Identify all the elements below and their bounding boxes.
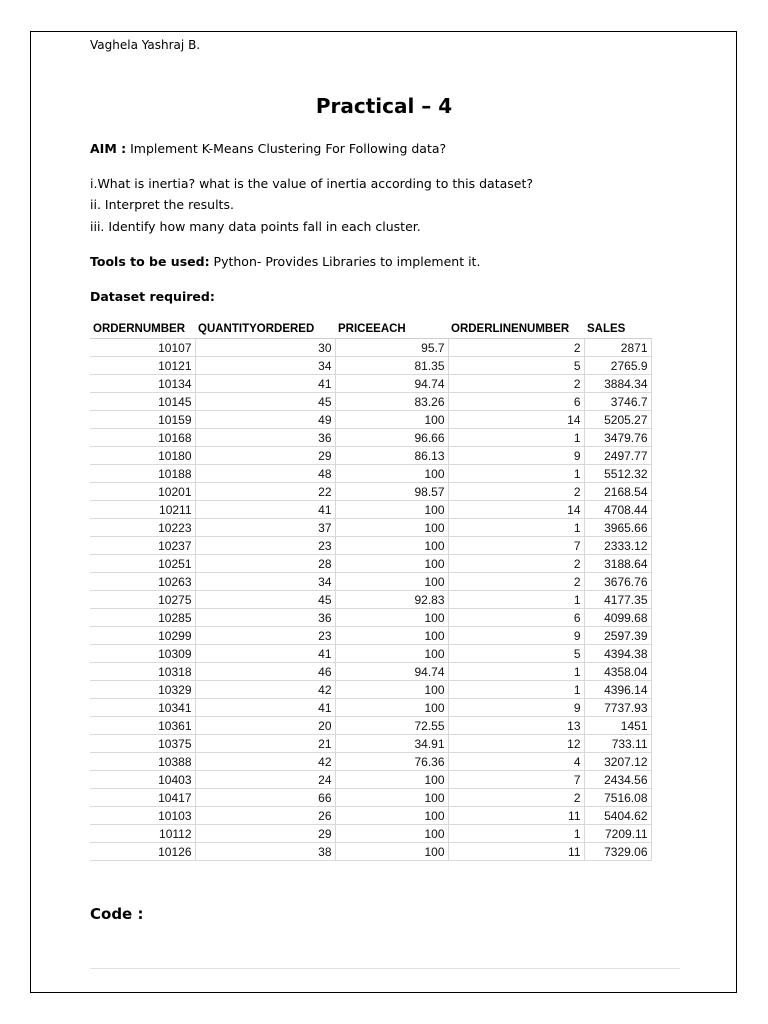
table-cell: 10341 bbox=[90, 699, 195, 717]
table-cell: 7329.06 bbox=[584, 843, 651, 861]
table-cell: 46 bbox=[195, 663, 335, 681]
table-cell: 83.26 bbox=[335, 393, 448, 411]
table-cell: 9 bbox=[448, 627, 584, 645]
table-cell: 7 bbox=[448, 537, 584, 555]
table-cell: 2597.39 bbox=[584, 627, 651, 645]
table-cell: 81.35 bbox=[335, 357, 448, 375]
table-cell: 100 bbox=[335, 699, 448, 717]
table-row bbox=[90, 573, 651, 591]
table-body bbox=[90, 339, 651, 861]
table-cell: 94.74 bbox=[335, 663, 448, 681]
table-row bbox=[90, 501, 651, 519]
table-row bbox=[90, 717, 651, 735]
table-cell: 86.13 bbox=[335, 447, 448, 465]
table-cell: 733.11 bbox=[584, 735, 651, 753]
table-cell: 100 bbox=[335, 681, 448, 699]
table-cell: 10121 bbox=[90, 357, 195, 375]
table-row bbox=[90, 753, 651, 771]
table-cell: 10237 bbox=[90, 537, 195, 555]
table-cell: 10107 bbox=[90, 339, 195, 357]
table-cell: 3207.12 bbox=[584, 753, 651, 771]
table-cell: 2 bbox=[448, 573, 584, 591]
table-cell: 100 bbox=[335, 807, 448, 825]
table-cell: 37 bbox=[195, 519, 335, 537]
table-cell: 20 bbox=[195, 717, 335, 735]
table-cell: 6 bbox=[448, 609, 584, 627]
table-cell: 2 bbox=[448, 555, 584, 573]
table-cell: 1 bbox=[448, 825, 584, 843]
table-cell: 100 bbox=[335, 609, 448, 627]
question-3: iii. Identify how many data points fall in each cluster. bbox=[90, 219, 421, 234]
table-cell: 21 bbox=[195, 735, 335, 753]
table-cell: 10223 bbox=[90, 519, 195, 537]
table-cell: 10299 bbox=[90, 627, 195, 645]
table-cell: 28 bbox=[195, 555, 335, 573]
table-cell: 3965.66 bbox=[584, 519, 651, 537]
table-cell: 7737.93 bbox=[584, 699, 651, 717]
author-name: Vaghela Yashraj B. bbox=[90, 38, 201, 52]
table-row bbox=[90, 357, 651, 375]
footer-divider bbox=[90, 968, 680, 969]
table-cell: 3746.7 bbox=[584, 393, 651, 411]
table-cell: 1 bbox=[448, 663, 584, 681]
table-row bbox=[90, 483, 651, 501]
table-cell: 2333.12 bbox=[584, 537, 651, 555]
table-cell: 42 bbox=[195, 681, 335, 699]
table-row bbox=[90, 555, 651, 573]
table-cell: 29 bbox=[195, 825, 335, 843]
table-cell: 100 bbox=[335, 789, 448, 807]
table-row bbox=[90, 807, 651, 825]
table-cell: 76.36 bbox=[335, 753, 448, 771]
table-cell: 23 bbox=[195, 627, 335, 645]
table-cell: 10275 bbox=[90, 591, 195, 609]
code-heading: Code : bbox=[90, 905, 144, 923]
table-cell: 41 bbox=[195, 699, 335, 717]
table-cell: 100 bbox=[335, 843, 448, 861]
table-cell: 95.7 bbox=[335, 339, 448, 357]
table-cell: 5 bbox=[448, 357, 584, 375]
table-cell: 100 bbox=[335, 555, 448, 573]
page-title: Practical – 4 bbox=[315, 94, 453, 118]
table-cell: 2 bbox=[448, 789, 584, 807]
table-cell: 5 bbox=[448, 645, 584, 663]
table-cell: 10168 bbox=[90, 429, 195, 447]
table-row bbox=[90, 465, 651, 483]
table-cell: 100 bbox=[335, 573, 448, 591]
table-cell: 7516.08 bbox=[584, 789, 651, 807]
tools-text: Python- Provides Libraries to implement it. bbox=[209, 254, 481, 269]
table-cell: 7209.11 bbox=[584, 825, 651, 843]
table-cell: 34.91 bbox=[335, 735, 448, 753]
table-cell: 36 bbox=[195, 609, 335, 627]
table-cell: 100 bbox=[335, 411, 448, 429]
header-quantityordered: QUANTITYORDERED bbox=[195, 320, 335, 339]
table-cell: 3676.76 bbox=[584, 573, 651, 591]
table-cell: 1 bbox=[448, 465, 584, 483]
table-cell: 34 bbox=[195, 573, 335, 591]
table-cell: 10211 bbox=[90, 501, 195, 519]
table-row bbox=[90, 663, 651, 681]
table-cell: 26 bbox=[195, 807, 335, 825]
table-cell: 36 bbox=[195, 429, 335, 447]
table-row bbox=[90, 447, 651, 465]
table-row bbox=[90, 375, 651, 393]
table-cell: 11 bbox=[448, 807, 584, 825]
table-cell: 92.83 bbox=[335, 591, 448, 609]
table-cell: 2434.56 bbox=[584, 771, 651, 789]
table-cell: 22 bbox=[195, 483, 335, 501]
table-cell: 10329 bbox=[90, 681, 195, 699]
table-cell: 1 bbox=[448, 591, 584, 609]
table-row bbox=[90, 645, 651, 663]
table-row bbox=[90, 591, 651, 609]
table-cell: 2168.54 bbox=[584, 483, 651, 501]
aim-line bbox=[90, 141, 446, 156]
table-cell: 5205.27 bbox=[584, 411, 651, 429]
table-cell: 13 bbox=[448, 717, 584, 735]
table-cell: 100 bbox=[335, 519, 448, 537]
table-row bbox=[90, 627, 651, 645]
table-row bbox=[90, 339, 651, 357]
table-row bbox=[90, 609, 651, 627]
table-row bbox=[90, 735, 651, 753]
tools-label: Tools to be used: bbox=[90, 254, 210, 269]
table-cell: 29 bbox=[195, 447, 335, 465]
table-row bbox=[90, 429, 651, 447]
table-cell: 10188 bbox=[90, 465, 195, 483]
table-cell: 10112 bbox=[90, 825, 195, 843]
table-cell: 10403 bbox=[90, 771, 195, 789]
table-row bbox=[90, 771, 651, 789]
table-cell: 2 bbox=[448, 339, 584, 357]
table-cell: 100 bbox=[335, 501, 448, 519]
header-sales: SALES bbox=[584, 320, 651, 339]
tools-line bbox=[90, 254, 480, 269]
table-cell: 42 bbox=[195, 753, 335, 771]
table-cell: 4708.44 bbox=[584, 501, 651, 519]
table-cell: 2497.77 bbox=[584, 447, 651, 465]
aim-label: AIM : bbox=[90, 141, 127, 156]
table-cell: 34 bbox=[195, 357, 335, 375]
table-cell: 38 bbox=[195, 843, 335, 861]
table-cell: 1 bbox=[448, 681, 584, 699]
table-cell: 41 bbox=[195, 501, 335, 519]
table-header-row bbox=[90, 320, 651, 339]
table-cell: 4394.38 bbox=[584, 645, 651, 663]
table-row bbox=[90, 537, 651, 555]
table-cell: 98.57 bbox=[335, 483, 448, 501]
table-cell: 9 bbox=[448, 699, 584, 717]
table-cell: 12 bbox=[448, 735, 584, 753]
table-cell: 4099.68 bbox=[584, 609, 651, 627]
table-cell: 10309 bbox=[90, 645, 195, 663]
table-cell: 10134 bbox=[90, 375, 195, 393]
table-cell: 100 bbox=[335, 465, 448, 483]
table-row bbox=[90, 519, 651, 537]
table-cell: 1 bbox=[448, 429, 584, 447]
header-orderlinenumber: ORDERLINENUMBER bbox=[448, 320, 584, 339]
table-cell: 100 bbox=[335, 825, 448, 843]
table-cell: 1 bbox=[448, 519, 584, 537]
table-cell: 10126 bbox=[90, 843, 195, 861]
table-cell: 100 bbox=[335, 627, 448, 645]
table-row bbox=[90, 843, 651, 861]
table-cell: 72.55 bbox=[335, 717, 448, 735]
table-cell: 2 bbox=[448, 483, 584, 501]
table-cell: 2 bbox=[448, 375, 584, 393]
table-cell: 14 bbox=[448, 411, 584, 429]
table-cell: 10263 bbox=[90, 573, 195, 591]
table-row bbox=[90, 393, 651, 411]
table-cell: 49 bbox=[195, 411, 335, 429]
table-cell: 14 bbox=[448, 501, 584, 519]
table-cell: 10180 bbox=[90, 447, 195, 465]
table-cell: 41 bbox=[195, 375, 335, 393]
table-row bbox=[90, 699, 651, 717]
dataset-heading: Dataset required: bbox=[90, 289, 215, 304]
table-cell: 10318 bbox=[90, 663, 195, 681]
table-cell: 10145 bbox=[90, 393, 195, 411]
table-cell: 7 bbox=[448, 771, 584, 789]
table-row bbox=[90, 825, 651, 843]
table-cell: 96.66 bbox=[335, 429, 448, 447]
table-cell: 48 bbox=[195, 465, 335, 483]
table-cell: 10251 bbox=[90, 555, 195, 573]
table-cell: 3479.76 bbox=[584, 429, 651, 447]
table-cell: 10285 bbox=[90, 609, 195, 627]
header-priceeach: PRICEEACH bbox=[335, 320, 448, 339]
aim-text: Implement K-Means Clustering For Following data? bbox=[126, 141, 447, 156]
table-cell: 3884.34 bbox=[584, 375, 651, 393]
dataset-table bbox=[90, 320, 652, 861]
table-cell: 100 bbox=[335, 771, 448, 789]
table-cell: 1451 bbox=[584, 717, 651, 735]
table-cell: 41 bbox=[195, 645, 335, 663]
table-cell: 30 bbox=[195, 339, 335, 357]
table-cell: 2765.9 bbox=[584, 357, 651, 375]
table-cell: 10388 bbox=[90, 753, 195, 771]
table-cell: 10103 bbox=[90, 807, 195, 825]
question-1: i.What is inertia? what is the value of inertia according to this dataset? bbox=[90, 176, 533, 191]
table-cell: 3188.64 bbox=[584, 555, 651, 573]
table-cell: 11 bbox=[448, 843, 584, 861]
table-cell: 4177.35 bbox=[584, 591, 651, 609]
table-cell: 100 bbox=[335, 645, 448, 663]
table-cell: 10375 bbox=[90, 735, 195, 753]
header-ordernumber: ORDERNUMBER bbox=[90, 320, 195, 339]
table-cell: 10361 bbox=[90, 717, 195, 735]
question-2: ii. Interpret the results. bbox=[90, 197, 234, 212]
table-cell: 4 bbox=[448, 753, 584, 771]
table-cell: 23 bbox=[195, 537, 335, 555]
table-cell: 10201 bbox=[90, 483, 195, 501]
table-cell: 6 bbox=[448, 393, 584, 411]
table-cell: 2871 bbox=[584, 339, 651, 357]
table-cell: 10417 bbox=[90, 789, 195, 807]
table-cell: 66 bbox=[195, 789, 335, 807]
table-cell: 94.74 bbox=[335, 375, 448, 393]
table-cell: 10159 bbox=[90, 411, 195, 429]
table-cell: 100 bbox=[335, 537, 448, 555]
table-cell: 5404.62 bbox=[584, 807, 651, 825]
table-row bbox=[90, 789, 651, 807]
table-cell: 9 bbox=[448, 447, 584, 465]
table-cell: 4396.14 bbox=[584, 681, 651, 699]
table-cell: 4358.04 bbox=[584, 663, 651, 681]
table-row bbox=[90, 681, 651, 699]
table-cell: 45 bbox=[195, 393, 335, 411]
table-cell: 24 bbox=[195, 771, 335, 789]
table-cell: 45 bbox=[195, 591, 335, 609]
table-row bbox=[90, 411, 651, 429]
table-cell: 5512.32 bbox=[584, 465, 651, 483]
